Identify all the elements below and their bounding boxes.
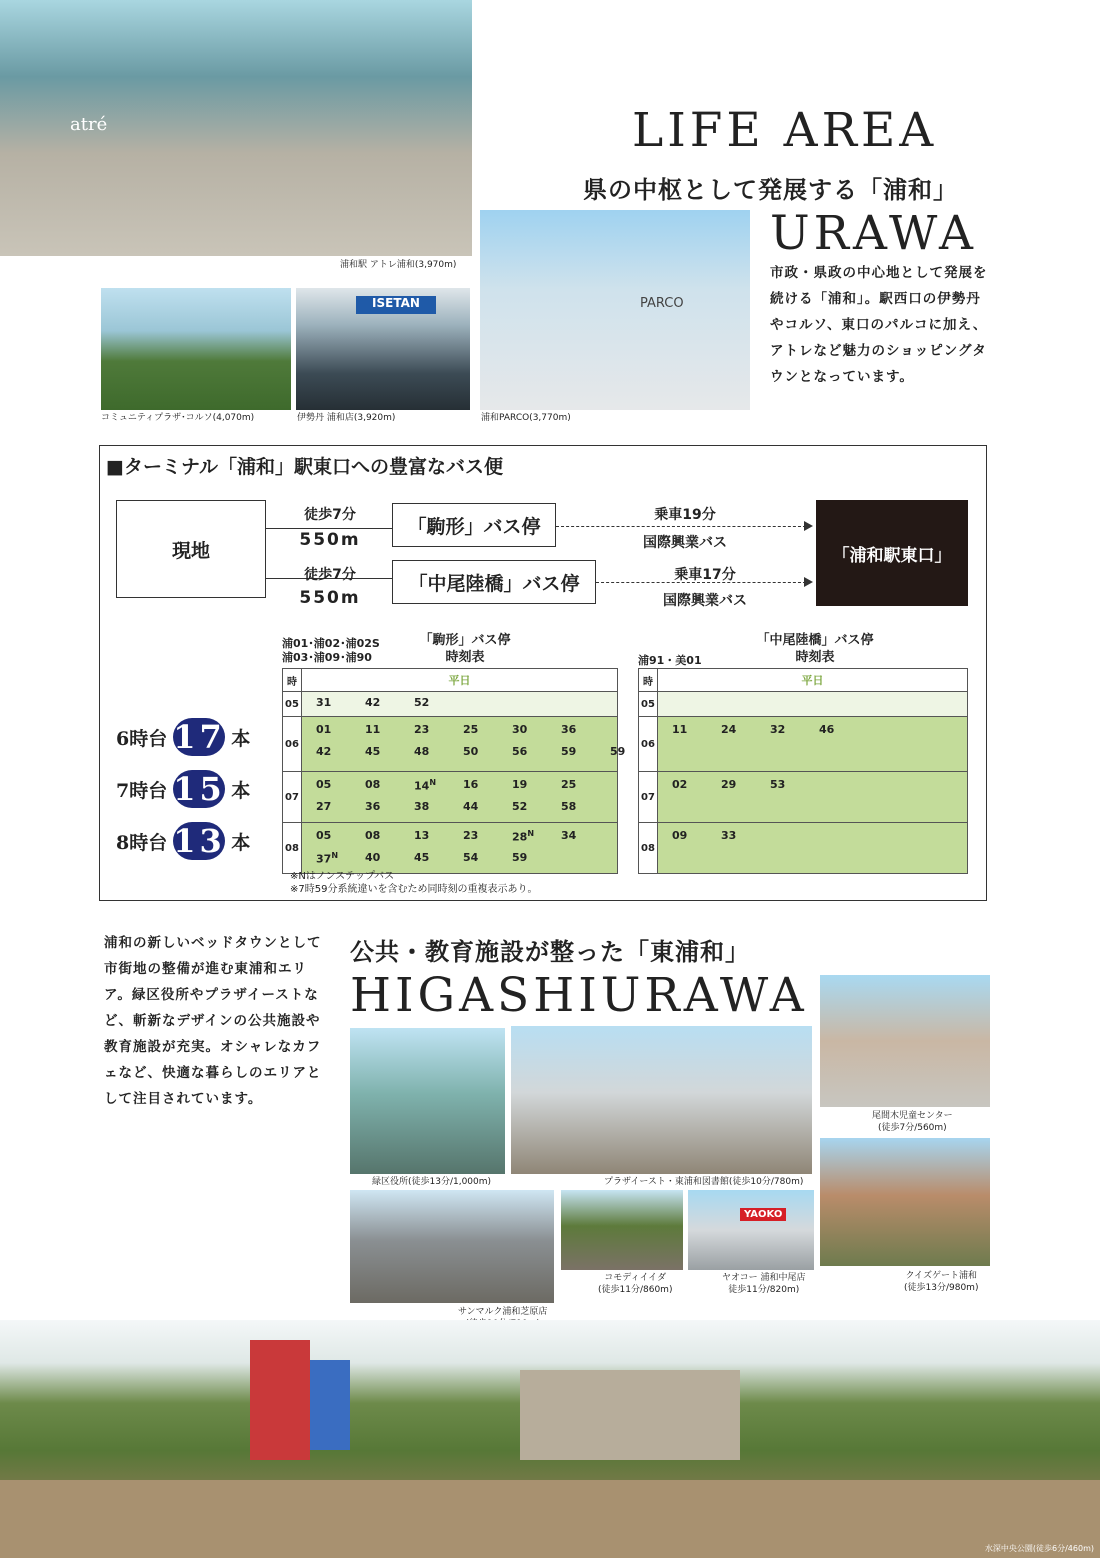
bus-note-2: ※7時59分系統違いを含むため同時刻の重複表示あり。 xyxy=(290,884,538,895)
photo-ward-office xyxy=(350,1028,505,1174)
tt1-minute: 48 xyxy=(414,745,430,758)
caption-omagi-line1: 尾間木児童センター xyxy=(872,1111,953,1121)
tt1-minute: 50 xyxy=(463,745,479,758)
life-area-title: LIFE AREA xyxy=(632,103,938,158)
tt1-minute: 58 xyxy=(561,800,577,813)
tt1-minute: 54 xyxy=(463,851,479,864)
count-6 xyxy=(116,718,250,756)
tt1-minutes-cell xyxy=(302,772,618,823)
tt1-minute: 23 xyxy=(414,723,430,736)
tt2-table xyxy=(638,668,968,874)
photo-isetan xyxy=(296,288,470,410)
count-6-unit: 本 xyxy=(231,727,251,750)
tt1-minute: 42 xyxy=(365,696,381,709)
tt1-hour-cell: 08 xyxy=(283,823,302,874)
tt1-minute: 38 xyxy=(414,800,430,813)
playground-slide xyxy=(250,1340,310,1460)
tt2-minutes-cell xyxy=(658,772,968,823)
higashi-subtitle: 公共・教育施設が整った「東浦和」 xyxy=(350,937,750,966)
caption-quizgate-line1: クイズゲート浦和 xyxy=(905,1271,977,1281)
tt2-minute: 32 xyxy=(770,723,786,736)
urawa-title: URAWA xyxy=(770,206,977,261)
park-scene xyxy=(0,1320,1100,1558)
caption-quizgate-line2: (徒歩13分/980m) xyxy=(904,1283,979,1293)
tt1-minute: $28^N$ xyxy=(512,829,535,844)
tt1-minute: 52 xyxy=(512,800,528,813)
photo-omagi-center xyxy=(820,975,990,1107)
tt2-routes: 浦91・美01 xyxy=(638,654,702,667)
urawa-description: 市政・県政の中心地として発展を続ける「浦和」。駅西口の伊勢丹やコルソ、東口のパルコに加え、アトレなど魅力のショッピングタウンとなっています。 xyxy=(770,265,988,385)
photo-park xyxy=(0,1320,1100,1558)
tt2-minute: 09 xyxy=(672,829,688,842)
tt2-minute: 46 xyxy=(819,723,835,736)
tt2-title xyxy=(740,632,890,666)
tt2-minute: 29 xyxy=(721,778,737,791)
route1-distance: 550m xyxy=(299,530,361,550)
photo-sanmaruku xyxy=(350,1190,554,1303)
tt1-minutes-cell xyxy=(302,717,626,772)
tt1-minute: 34 xyxy=(561,829,577,842)
route2-stop: 「中尾陸橋」バス停 xyxy=(392,560,596,604)
route1-ride: 乗車19分 xyxy=(654,507,716,523)
timetable-nakao xyxy=(638,668,968,874)
photo-quizgate xyxy=(820,1138,990,1266)
caption-comodi-line2: (徒歩11分/860m) xyxy=(598,1285,673,1295)
origin-box: 現地 xyxy=(116,500,266,598)
photo-atre-urawa xyxy=(0,0,472,256)
count-7-number: 15 xyxy=(173,770,226,808)
tt1-routes-line2: 浦03･浦09･浦90 xyxy=(282,651,372,664)
tt2-row-06 xyxy=(639,717,968,772)
route1-arrow-icon xyxy=(804,521,813,531)
tt1-minute: 45 xyxy=(414,851,430,864)
count-7 xyxy=(116,770,250,808)
tt1-minutes-cell xyxy=(302,823,618,874)
tt1-minute: 42 xyxy=(316,745,332,758)
caption-isetan: 伊勢丹 浦和店(3,920m) xyxy=(297,413,396,423)
tt1-minute: 13 xyxy=(414,829,430,842)
count-6-number: 17 xyxy=(173,718,226,756)
tt1-minute: 25 xyxy=(463,723,479,736)
tt1-minute: 45 xyxy=(365,745,381,758)
tt2-minutes-cell xyxy=(658,823,968,874)
tt1-hour-cell: 05 xyxy=(283,692,302,717)
tt1-minute: 59 xyxy=(610,745,626,758)
tt1-routes xyxy=(282,637,380,665)
tt1-title-line2: 時刻表 xyxy=(445,650,485,665)
route2-company: 国際興業バス xyxy=(663,593,747,609)
timetable-komagata xyxy=(282,668,626,874)
caption-parco: 浦和PARCO(3,770m) xyxy=(481,413,571,423)
tt1-minute: $37^N$ xyxy=(316,851,339,866)
tt1-minutes-cell xyxy=(302,692,618,717)
route1-line xyxy=(266,528,392,529)
caption-plaza-east: プラザイースト・東浦和図書館(徒歩10分/780m) xyxy=(604,1177,804,1187)
count-8-label: 8時台 xyxy=(116,831,168,854)
tt1-minute: 01 xyxy=(316,723,332,736)
tt2-hour-cell: 08 xyxy=(639,823,658,874)
tt1-minute: 16 xyxy=(463,778,479,791)
count-7-unit: 本 xyxy=(231,779,251,802)
caption-comodi-iida xyxy=(598,1272,672,1296)
route2-ride: 乗車17分 xyxy=(674,567,736,583)
tt2-col-weekday: 平日 xyxy=(658,669,968,692)
tt2-minutes-cell xyxy=(658,717,968,772)
tt1-hour-cell: 06 xyxy=(283,717,302,772)
tt2-minute: 02 xyxy=(672,778,688,791)
caption-omagi-center xyxy=(872,1110,953,1134)
tt2-title-line2: 時刻表 xyxy=(795,650,835,665)
tt1-minute: 31 xyxy=(316,696,332,709)
tt1-minute: 40 xyxy=(365,851,381,864)
caption-ward-office: 緑区役所(徒歩13分/1,000m) xyxy=(372,1177,492,1187)
tt1-title-line1: 「駒形」バス停 xyxy=(419,633,511,648)
tt1-minute: 36 xyxy=(561,723,577,736)
caption-quizgate xyxy=(904,1270,978,1294)
park-ground xyxy=(0,1480,1100,1558)
tt2-title-line1: 「中尾陸橋」バス停 xyxy=(756,633,874,648)
tt1-minute: 23 xyxy=(463,829,479,842)
tt1-minute: 25 xyxy=(561,778,577,791)
route2-walk: 徒歩7分 xyxy=(304,567,356,583)
tt2-row-08 xyxy=(639,823,968,874)
route1-walk: 徒歩7分 xyxy=(304,507,356,523)
count-6-label: 6時台 xyxy=(116,727,168,750)
tt1-title xyxy=(390,632,540,666)
higashi-description: 浦和の新しいベッドタウンとして市街地の整備が進む東浦和エリア。緑区役所やプラザイーストなど、斬新なデザインの公共施設や教育施設が充実。オシャレなカフェなど、快適な暮らしのエリアとして注目されています。 xyxy=(104,935,322,1107)
tt1-minute: 05 xyxy=(316,829,332,842)
tt2-minute: 24 xyxy=(721,723,737,736)
bus-heading: ■ターミナル「浦和」駅東口への豊富なバス便 xyxy=(106,456,504,478)
bus-notes xyxy=(290,870,537,896)
photo-comodi-iida xyxy=(561,1190,683,1270)
tt1-routes-line1: 浦01･浦02･浦02S xyxy=(282,637,380,650)
tt2-row-05 xyxy=(639,692,968,717)
count-8 xyxy=(116,822,250,860)
caption-sanmaruku-line1: サンマルク浦和芝原店 xyxy=(458,1307,548,1317)
tt1-minute: 52 xyxy=(414,696,430,709)
destination-box: 「浦和駅東口」 xyxy=(816,500,968,606)
tt2-minutes-cell xyxy=(658,692,968,717)
caption-colorful: コミュニティプラザ･コルソ(4,070m) xyxy=(101,413,255,423)
route1-ride-line xyxy=(556,526,806,527)
tt2-minute: 53 xyxy=(770,778,786,791)
parco-sign: PARCO xyxy=(640,296,684,311)
photo-yaoko xyxy=(688,1190,814,1270)
yaoko-sign: YAOKO xyxy=(740,1208,786,1221)
higashi-title: HIGASHIURAWA xyxy=(350,968,808,1023)
photo-colorful xyxy=(101,288,291,410)
tt1-minute: 59 xyxy=(561,745,577,758)
tt1-minute: 27 xyxy=(316,800,332,813)
tt1-minute: 59 xyxy=(512,851,528,864)
bus-info-box xyxy=(99,445,987,901)
isetan-sign: ISETAN xyxy=(356,296,436,314)
playground-tower xyxy=(310,1360,350,1450)
tt1-row-05 xyxy=(283,692,618,717)
tt1-minute: 36 xyxy=(365,800,381,813)
tt1-minute: 56 xyxy=(512,745,528,758)
route2-arrow-icon xyxy=(804,577,813,587)
tt1-minute: 05 xyxy=(316,778,332,791)
tt1-minute: 08 xyxy=(365,829,381,842)
route1-company: 国際興業バス xyxy=(643,535,727,551)
caption-yaoko-line2: 徒歩11分/820m) xyxy=(728,1285,800,1295)
tt1-table xyxy=(282,668,626,874)
caption-atre: 浦和駅 アトレ浦和(3,970m) xyxy=(340,260,457,270)
tt1-minute: $14^N$ xyxy=(414,778,437,793)
tt1-minute: 08 xyxy=(365,778,381,791)
count-8-number: 13 xyxy=(173,822,226,860)
tt1-row-08 xyxy=(283,823,618,874)
tt1-minute: 30 xyxy=(512,723,528,736)
tt1-minute: 19 xyxy=(512,778,528,791)
urawa-subtitle: 県の中枢として発展する「浦和」 xyxy=(583,175,958,204)
caption-yaoko-line1: ヤオコー 浦和中尾店 xyxy=(722,1273,806,1283)
caption-comodi-line1: コモディイイダ xyxy=(604,1273,667,1283)
tt2-hour-cell: 05 xyxy=(639,692,658,717)
tt2-hour-cell: 06 xyxy=(639,717,658,772)
tt2-row-07 xyxy=(639,772,968,823)
photo-parco xyxy=(480,210,750,410)
tt1-minute: 11 xyxy=(365,723,381,736)
tt1-col-hour: 時 xyxy=(283,669,302,692)
tt2-minute: 33 xyxy=(721,829,737,842)
tt2-minute: 11 xyxy=(672,723,688,736)
tt1-row-06 xyxy=(283,717,618,772)
atre-sign: atré xyxy=(70,114,108,135)
tt1-col-weekday: 平日 xyxy=(302,669,618,692)
caption-omagi-line2: (徒歩7分/560m) xyxy=(877,1123,947,1133)
tt2-col-hour: 時 xyxy=(639,669,658,692)
photo-plaza-east xyxy=(511,1026,812,1174)
caption-yaoko xyxy=(722,1272,806,1296)
tt1-row-07 xyxy=(283,772,618,823)
tt1-minute: 44 xyxy=(463,800,479,813)
caption-park: 水深中央公園(徒歩6分/460m) xyxy=(984,1544,1094,1553)
route2-distance: 550m xyxy=(299,588,361,608)
count-7-label: 7時台 xyxy=(116,779,168,802)
park-building xyxy=(520,1370,740,1460)
bus-note-1: ※Nはノンステップバス xyxy=(290,871,395,882)
route1-stop: 「駒形」バス停 xyxy=(392,503,556,547)
count-8-unit: 本 xyxy=(231,831,251,854)
tt2-hour-cell: 07 xyxy=(639,772,658,823)
tt1-hour-cell: 07 xyxy=(283,772,302,823)
